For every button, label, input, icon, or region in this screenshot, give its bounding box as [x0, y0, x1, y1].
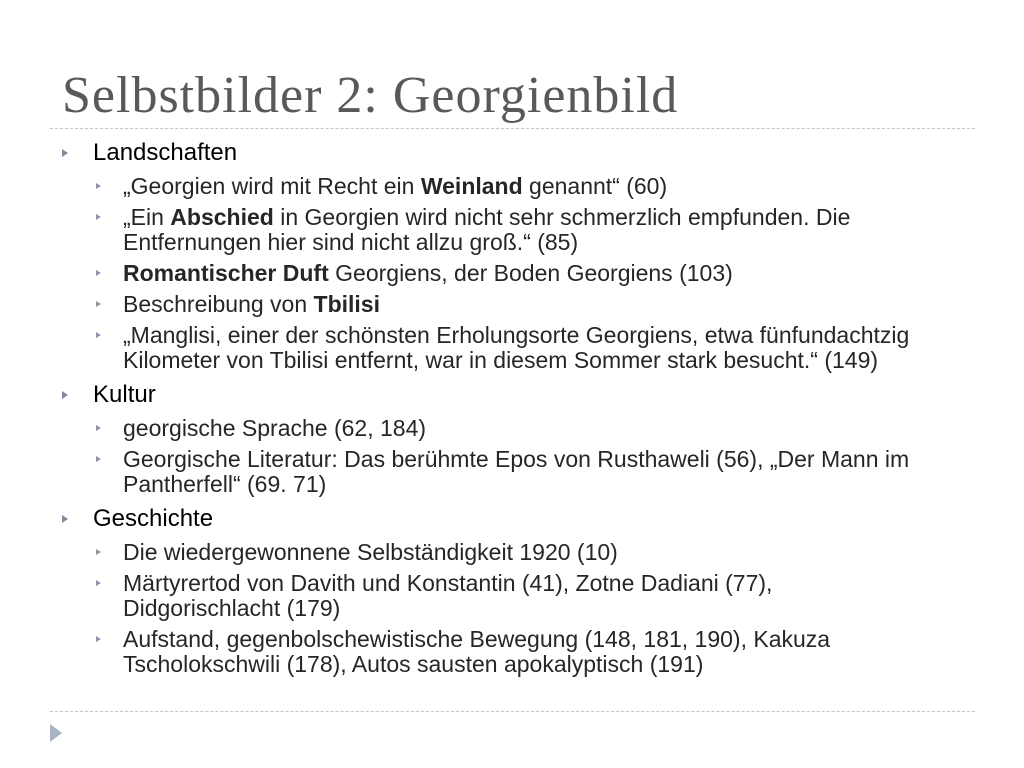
- item-text: Beschreibung von: [123, 291, 314, 317]
- section-heading-text: Landschaften: [93, 139, 238, 166]
- bullet-triangle-icon: [96, 549, 101, 555]
- bullet-triangle-icon: [96, 214, 101, 220]
- bullet-triangle-icon: [96, 332, 101, 338]
- section-kultur: [0, 380, 1024, 497]
- item-text: „Ein: [123, 204, 171, 230]
- bullet-triangle-icon: [62, 515, 68, 523]
- list-item: [0, 205, 1024, 255]
- section-heading: [0, 380, 1024, 410]
- bullet-triangle-icon: [62, 391, 68, 399]
- list-item: [0, 447, 1024, 497]
- page-title: Selbstbilder 2: Georgienbild: [62, 67, 679, 124]
- item-text: Tscholokschwili (178), Autos sausten apokalyptisch (191): [123, 651, 704, 677]
- bullet-triangle-icon: [96, 580, 101, 586]
- slide-content: [0, 138, 1024, 677]
- item-text: Märtyrertod von Davith und Konstantin (41), Zotne Dadiani (77),: [123, 570, 773, 596]
- item-bold-term: Romantischer Duft: [123, 260, 329, 286]
- item-text: Entfernungen hier sind nicht allzu groß.“ (85): [123, 229, 579, 255]
- section-geschichte: [0, 504, 1024, 677]
- list-item: [0, 174, 1024, 199]
- bullet-triangle-icon: [96, 425, 101, 431]
- list-item: [0, 540, 1024, 565]
- item-text: Georgische Literatur: Das berühmte Epos von Rusthaweli (56), „Der Mann im: [123, 446, 910, 472]
- list-item: [0, 571, 1024, 621]
- triangle-marker-icon: [50, 724, 62, 742]
- list-item: [0, 261, 1024, 286]
- item-bold-term: Tbilisi: [313, 291, 380, 317]
- item-text: Kilometer von Tbilisi entfernt, war in diesem Sommer stark besucht.“ (149): [123, 347, 879, 373]
- bullet-triangle-icon: [96, 301, 101, 307]
- section-heading-text: Kultur: [93, 381, 156, 408]
- item-text: Pantherfell“ (69. 71): [123, 471, 327, 497]
- item-text: Georgiens, der Boden Georgiens (103): [328, 260, 733, 286]
- list-item: [0, 323, 1024, 373]
- item-text: Aufstand, gegenbolschewistische Bewegung (148, 181, 190), Kakuza: [123, 626, 831, 652]
- section-heading-text: Geschichte: [93, 505, 214, 532]
- bullet-triangle-icon: [96, 183, 101, 189]
- item-text: in Georgien wird nicht sehr schmerzlich empfunden. Die: [273, 204, 851, 230]
- item-text: „Georgien wird mit Recht ein: [123, 173, 421, 199]
- section-heading: [0, 138, 1024, 168]
- section-landschaften: [0, 138, 1024, 373]
- section-heading: [0, 504, 1024, 534]
- item-bold-term: Abschied: [170, 204, 274, 230]
- item-bold-term: Weinland: [420, 173, 523, 199]
- bullet-triangle-icon: [96, 636, 101, 642]
- item-text: Die wiedergewonnene Selbständigkeit 1920 (10): [123, 539, 618, 565]
- item-text: genannt“ (60): [522, 173, 668, 199]
- top-divider: [50, 128, 975, 129]
- list-item: [0, 292, 1024, 317]
- bullet-triangle-icon: [62, 149, 68, 157]
- list-item: [0, 627, 1024, 677]
- item-text: georgische Sprache (62, 184): [123, 415, 427, 441]
- bullet-triangle-icon: [96, 270, 101, 276]
- bottom-divider: [50, 711, 975, 712]
- item-text: Didgorischlacht (179): [123, 595, 341, 621]
- list-item: [0, 416, 1024, 441]
- bullet-triangle-icon: [96, 456, 101, 462]
- item-text: „Manglisi, einer der schönsten Erholungsorte Georgiens, etwa fünfundachtzig: [123, 322, 910, 348]
